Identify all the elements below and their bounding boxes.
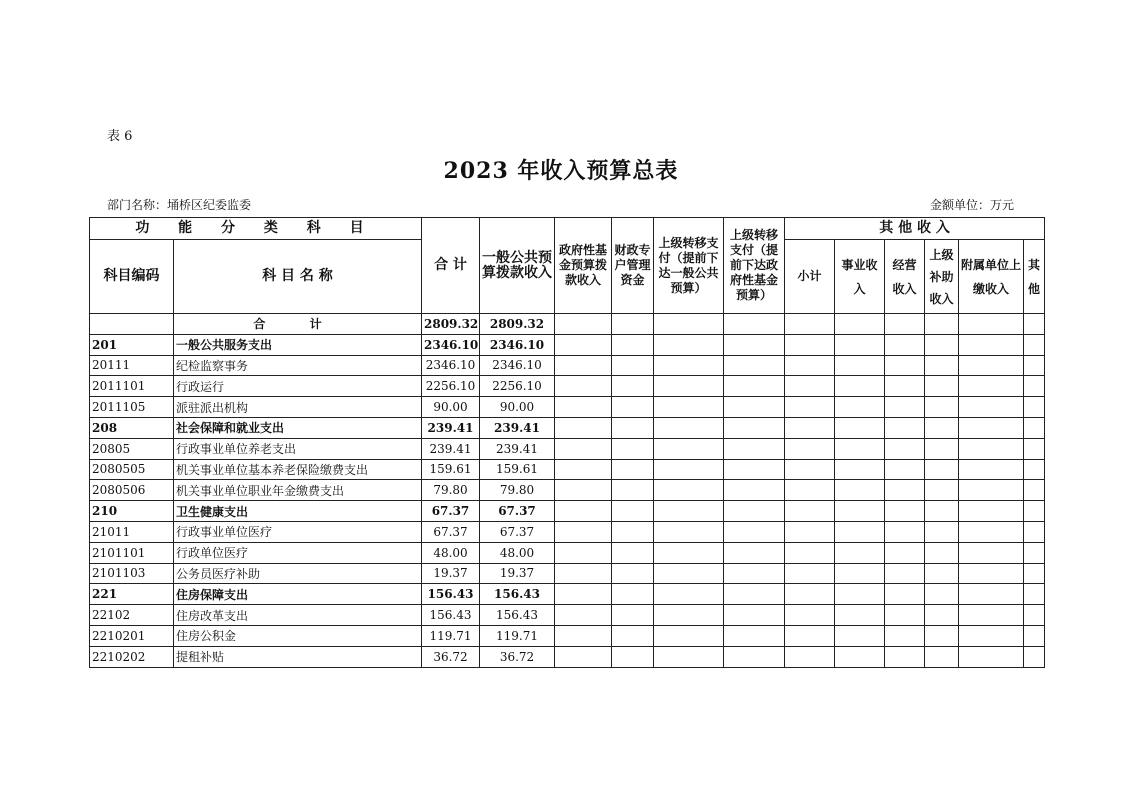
empty-cell <box>785 584 835 605</box>
empty-cell <box>612 646 654 667</box>
empty-cell <box>835 625 885 646</box>
row-total: 90.00 <box>422 397 480 418</box>
empty-cell <box>555 646 612 667</box>
empty-cell <box>612 625 654 646</box>
row-code: 20805 <box>90 438 174 459</box>
empty-cell <box>925 480 959 501</box>
empty-cell <box>925 355 959 376</box>
empty-cell <box>654 459 724 480</box>
empty-cell <box>654 521 724 542</box>
row-name: 提租补贴 <box>174 646 422 667</box>
empty-cell <box>925 334 959 355</box>
empty-cell <box>724 376 785 397</box>
empty-cell <box>785 501 835 522</box>
row-name: 派驻派出机构 <box>174 397 422 418</box>
empty-cell <box>654 480 724 501</box>
table-row <box>90 334 1045 355</box>
empty-cell <box>612 355 654 376</box>
empty-cell <box>654 355 724 376</box>
table-row <box>90 438 1045 459</box>
empty-cell <box>724 646 785 667</box>
empty-cell <box>785 334 835 355</box>
row-name: 一般公共服务支出 <box>174 334 422 355</box>
row-total: 79.80 <box>422 480 480 501</box>
empty-cell <box>555 625 612 646</box>
empty-cell <box>724 501 785 522</box>
row-general: 239.41 <box>480 438 555 459</box>
empty-cell <box>612 438 654 459</box>
empty-cell <box>785 355 835 376</box>
header-transfer-general: 上级转移支付（提前下达一般公共预算） <box>654 218 724 314</box>
row-code: 221 <box>90 584 174 605</box>
row-name: 住房公积金 <box>174 625 422 646</box>
empty-cell <box>885 397 925 418</box>
table-row <box>90 521 1045 542</box>
row-name: 行政运行 <box>174 376 422 397</box>
row-code: 208 <box>90 417 174 438</box>
empty-cell <box>835 646 885 667</box>
empty-cell <box>835 563 885 584</box>
empty-cell <box>1024 334 1045 355</box>
empty-cell <box>555 334 612 355</box>
empty-cell <box>785 480 835 501</box>
row-general: 2346.10 <box>480 355 555 376</box>
empty-cell <box>654 646 724 667</box>
empty-cell <box>654 334 724 355</box>
row-general: 19.37 <box>480 563 555 584</box>
row-total: 239.41 <box>422 438 480 459</box>
empty-cell <box>959 605 1024 626</box>
empty-cell <box>959 521 1024 542</box>
row-code: 2101103 <box>90 563 174 584</box>
empty-cell <box>555 459 612 480</box>
empty-cell <box>1024 397 1045 418</box>
empty-cell <box>885 355 925 376</box>
empty-cell <box>785 397 835 418</box>
row-general: 2256.10 <box>480 376 555 397</box>
empty-cell <box>555 605 612 626</box>
empty-cell <box>612 563 654 584</box>
row-general: 90.00 <box>480 397 555 418</box>
row-code: 21011 <box>90 521 174 542</box>
row-total: 159.61 <box>422 459 480 480</box>
row-general: 2346.10 <box>480 334 555 355</box>
row-code: 2080506 <box>90 480 174 501</box>
row-code: 2011105 <box>90 397 174 418</box>
empty-cell <box>724 521 785 542</box>
header-other-income: 其 他 收 入 <box>785 218 1045 240</box>
empty-cell <box>885 521 925 542</box>
empty-cell <box>612 397 654 418</box>
empty-cell <box>555 376 612 397</box>
table-row <box>90 355 1045 376</box>
empty-cell <box>785 376 835 397</box>
empty-cell <box>724 605 785 626</box>
header-operating: 经营收入 <box>885 240 925 314</box>
row-general: 36.72 <box>480 646 555 667</box>
empty-cell <box>885 625 925 646</box>
table-row <box>90 563 1045 584</box>
empty-cell <box>835 542 885 563</box>
table-row <box>90 584 1045 605</box>
row-code: 2011101 <box>90 376 174 397</box>
empty-cell <box>885 376 925 397</box>
row-name: 公务员医疗补助 <box>174 563 422 584</box>
empty-cell <box>959 397 1024 418</box>
row-total: 48.00 <box>422 542 480 563</box>
empty-cell <box>1024 563 1045 584</box>
empty-cell <box>724 417 785 438</box>
empty-cell <box>785 459 835 480</box>
empty-cell <box>835 480 885 501</box>
page-title: 2023 年收入预算总表 <box>443 158 679 184</box>
empty-cell <box>835 376 885 397</box>
row-general: 48.00 <box>480 542 555 563</box>
empty-cell <box>612 459 654 480</box>
row-name: 社会保障和就业支出 <box>174 417 422 438</box>
empty-cell <box>925 397 959 418</box>
empty-cell <box>1024 438 1045 459</box>
empty-cell <box>835 459 885 480</box>
row-total: 156.43 <box>422 605 480 626</box>
empty-cell <box>654 397 724 418</box>
header-transfer-fund: 上级转移支付（提前下达政府性基金预算） <box>724 218 785 314</box>
empty-cell <box>1024 646 1045 667</box>
row-general: 156.43 <box>480 605 555 626</box>
row-name: 机关事业单位职业年金缴费支出 <box>174 480 422 501</box>
empty-cell <box>925 438 959 459</box>
header-general-budget: 一般公共预算拨款收入 <box>480 218 555 314</box>
header-code: 科目编码 <box>90 240 174 314</box>
empty-cell <box>555 397 612 418</box>
row-total: 2346.10 <box>422 355 480 376</box>
row-general: 159.61 <box>480 459 555 480</box>
empty-cell <box>612 417 654 438</box>
empty-cell <box>785 605 835 626</box>
row-code: 201 <box>90 334 174 355</box>
row-name: 住房保障支出 <box>174 584 422 605</box>
empty-cell <box>1024 625 1045 646</box>
empty-cell <box>959 417 1024 438</box>
row-name: 住房改革支出 <box>174 605 422 626</box>
empty-cell <box>959 480 1024 501</box>
empty-cell <box>555 480 612 501</box>
empty-cell <box>724 459 785 480</box>
empty-cell <box>1024 376 1045 397</box>
header-subsidy: 上级补助收入 <box>925 240 959 314</box>
header-others: 其他 <box>1024 240 1045 314</box>
row-code: 2210202 <box>90 646 174 667</box>
empty-cell <box>835 438 885 459</box>
empty-cell <box>724 480 785 501</box>
row-name: 行政事业单位医疗 <box>174 521 422 542</box>
empty-cell <box>959 563 1024 584</box>
empty-cell <box>885 563 925 584</box>
row-total: 67.37 <box>422 501 480 522</box>
empty-cell <box>785 542 835 563</box>
row-general: 79.80 <box>480 480 555 501</box>
empty-cell <box>612 501 654 522</box>
empty-cell <box>654 438 724 459</box>
row-general: 239.41 <box>480 417 555 438</box>
empty-cell <box>835 334 885 355</box>
empty-cell <box>724 397 785 418</box>
row-code: 2080505 <box>90 459 174 480</box>
unit-label: 金额单位：万元 <box>930 198 1015 212</box>
empty-cell <box>925 521 959 542</box>
empty-cell <box>925 605 959 626</box>
department-label: 部门名称：埇桥区纪委监委 <box>107 198 252 212</box>
empty-cell <box>654 605 724 626</box>
empty-cell <box>724 563 785 584</box>
row-total: 2256.10 <box>422 376 480 397</box>
empty-cell <box>724 355 785 376</box>
empty-cell <box>555 501 612 522</box>
row-name: 纪检监察事务 <box>174 355 422 376</box>
row-total: 156.43 <box>422 584 480 605</box>
empty-cell <box>1024 355 1045 376</box>
row-total: 36.72 <box>422 646 480 667</box>
empty-cell <box>885 501 925 522</box>
row-general: 67.37 <box>480 521 555 542</box>
empty-cell <box>959 355 1024 376</box>
table-row <box>90 625 1045 646</box>
empty-cell <box>1024 542 1045 563</box>
empty-cell <box>925 417 959 438</box>
table-row <box>90 501 1045 522</box>
empty-cell <box>959 438 1024 459</box>
header-gov-fund: 政府性基金预算拨款收入 <box>555 218 612 314</box>
table-row <box>90 480 1045 501</box>
empty-cell <box>612 334 654 355</box>
empty-cell <box>885 584 925 605</box>
empty-cell <box>885 605 925 626</box>
row-code: 20111 <box>90 355 174 376</box>
empty-cell <box>885 542 925 563</box>
empty-cell <box>925 563 959 584</box>
empty-cell <box>555 417 612 438</box>
empty-cell <box>654 563 724 584</box>
empty-cell <box>555 355 612 376</box>
empty-cell <box>885 417 925 438</box>
empty-cell <box>1024 480 1045 501</box>
header-total: 合 计 <box>422 218 480 314</box>
empty-cell <box>835 584 885 605</box>
empty-cell <box>612 584 654 605</box>
row-total: 2346.10 <box>422 334 480 355</box>
empty-cell <box>654 625 724 646</box>
empty-cell <box>654 376 724 397</box>
empty-cell <box>724 625 785 646</box>
empty-cell <box>835 605 885 626</box>
empty-cell <box>1024 417 1045 438</box>
empty-cell <box>959 376 1024 397</box>
empty-cell <box>785 417 835 438</box>
table-row <box>90 417 1045 438</box>
empty-cell <box>835 355 885 376</box>
row-general: 67.37 <box>480 501 555 522</box>
row-code: 22102 <box>90 605 174 626</box>
table-tag: 表 6 <box>107 129 133 144</box>
empty-cell <box>785 625 835 646</box>
empty-cell <box>925 584 959 605</box>
row-total: 239.41 <box>422 417 480 438</box>
empty-cell <box>885 459 925 480</box>
empty-cell <box>555 563 612 584</box>
empty-cell <box>555 584 612 605</box>
empty-cell <box>959 646 1024 667</box>
empty-cell <box>612 521 654 542</box>
empty-cell <box>654 417 724 438</box>
empty-cell <box>1024 501 1045 522</box>
table-row <box>90 605 1045 626</box>
empty-cell <box>612 376 654 397</box>
row-general: 156.43 <box>480 584 555 605</box>
total-row <box>90 314 1045 335</box>
row-total: 119.71 <box>422 625 480 646</box>
empty-cell <box>835 417 885 438</box>
empty-cell <box>835 521 885 542</box>
empty-cell <box>925 542 959 563</box>
empty-cell <box>925 501 959 522</box>
empty-cell <box>925 376 959 397</box>
header-affiliate: 附属单位上缴收入 <box>959 240 1024 314</box>
empty-cell <box>724 584 785 605</box>
budget-table <box>89 217 1045 668</box>
row-name: 行政事业单位养老支出 <box>174 438 422 459</box>
empty-cell <box>925 459 959 480</box>
empty-cell <box>925 646 959 667</box>
empty-cell <box>724 438 785 459</box>
empty-cell <box>885 480 925 501</box>
empty-cell <box>654 584 724 605</box>
row-general: 119.71 <box>480 625 555 646</box>
empty-cell <box>785 646 835 667</box>
row-name: 行政单位医疗 <box>174 542 422 563</box>
empty-cell <box>612 542 654 563</box>
empty-cell <box>555 542 612 563</box>
empty-cell <box>612 605 654 626</box>
total-sum: 2809.32 <box>422 314 480 335</box>
empty-cell <box>925 625 959 646</box>
empty-cell <box>835 397 885 418</box>
empty-cell <box>835 501 885 522</box>
table-row <box>90 376 1045 397</box>
table-row <box>90 397 1045 418</box>
row-code: 210 <box>90 501 174 522</box>
empty-cell <box>1024 521 1045 542</box>
empty-cell <box>724 334 785 355</box>
empty-cell <box>654 542 724 563</box>
header-fiscal-special: 财政专户管理资金 <box>612 218 654 314</box>
total-label: 合 计 <box>174 314 422 335</box>
empty-cell <box>654 501 724 522</box>
empty-cell <box>959 459 1024 480</box>
empty-cell <box>1024 584 1045 605</box>
header-subtotal: 小计 <box>785 240 835 314</box>
empty-cell <box>885 438 925 459</box>
header-function-class: 功 能 分 类 科 目 <box>90 218 422 240</box>
empty-cell <box>959 625 1024 646</box>
empty-cell <box>1024 459 1045 480</box>
row-name: 卫生健康支出 <box>174 501 422 522</box>
empty-cell <box>555 438 612 459</box>
empty-cell <box>612 480 654 501</box>
empty-cell <box>959 501 1024 522</box>
empty-cell <box>555 521 612 542</box>
row-code: 2210201 <box>90 625 174 646</box>
empty-cell <box>1024 605 1045 626</box>
empty-cell <box>885 646 925 667</box>
empty-cell <box>785 563 835 584</box>
empty-cell <box>785 521 835 542</box>
header-business: 事业收入 <box>835 240 885 314</box>
table-row <box>90 459 1045 480</box>
table-row <box>90 542 1045 563</box>
header-name: 科 目 名 称 <box>174 240 422 314</box>
row-total: 19.37 <box>422 563 480 584</box>
empty-cell <box>959 334 1024 355</box>
empty-cell <box>885 334 925 355</box>
total-general: 2809.32 <box>480 314 555 335</box>
row-name: 机关事业单位基本养老保险缴费支出 <box>174 459 422 480</box>
empty-cell <box>959 542 1024 563</box>
row-total: 67.37 <box>422 521 480 542</box>
empty-cell <box>959 584 1024 605</box>
table-row <box>90 646 1045 667</box>
row-code: 2101101 <box>90 542 174 563</box>
empty-cell <box>785 438 835 459</box>
empty-cell <box>724 542 785 563</box>
